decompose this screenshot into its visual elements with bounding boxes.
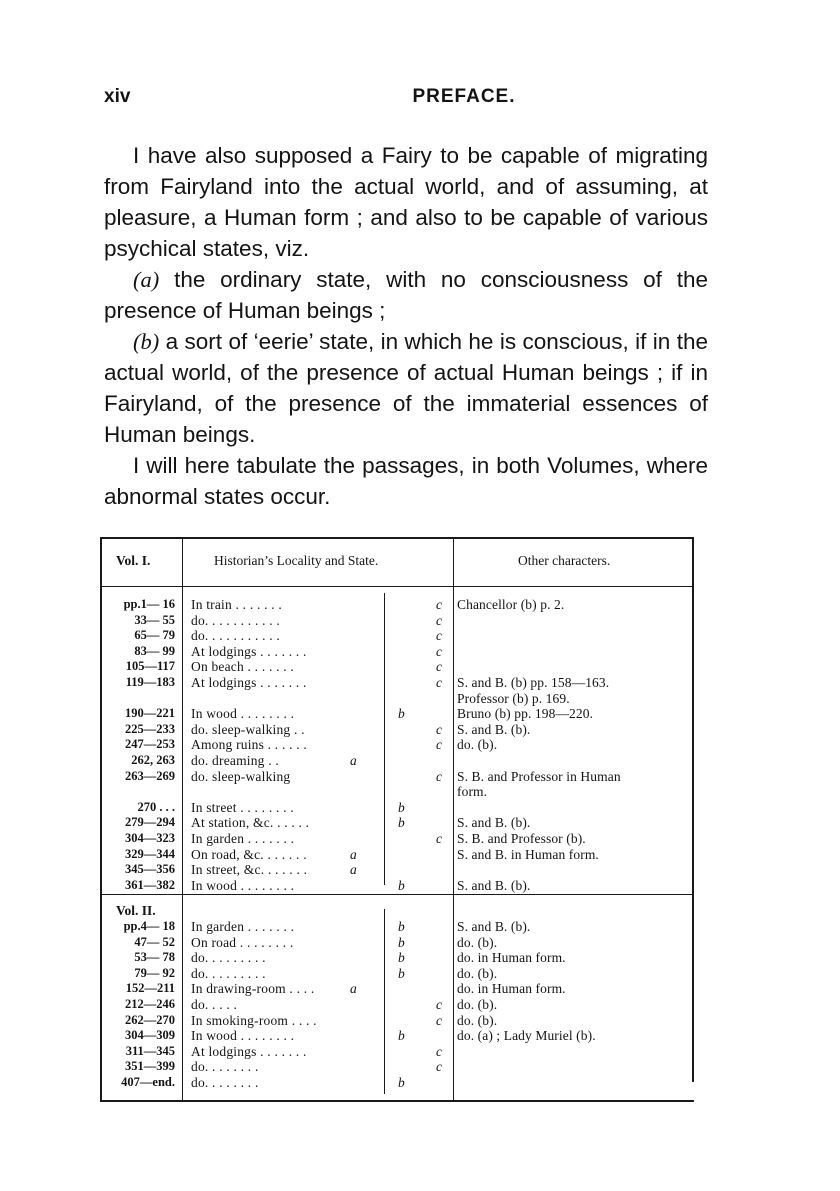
vol2-row-locality: In garden . . . . . . . <box>191 919 295 934</box>
vol1-row-state: c <box>436 628 442 644</box>
vol1-row-state: a <box>350 753 357 768</box>
vol1-row-locality: In garden . . . . . . . <box>191 831 295 846</box>
vol1-row-state: c <box>436 721 442 737</box>
header-locality: Historian’s Locality and State. <box>214 553 379 568</box>
vol2-row-locality: In wood . . . . . . . . <box>191 1028 295 1044</box>
vol2-row-pages: 53— 78 <box>134 950 175 965</box>
vol1-row-other: S. B. and Professor (b). <box>457 831 586 846</box>
vol1-row-pages: 279—294 <box>125 815 175 830</box>
table-top-border <box>100 537 694 539</box>
vol1-row-state: b <box>398 815 405 831</box>
vol1-row-pages: 33— 55 <box>134 612 175 627</box>
vol1-row-pages: 329—344 <box>125 846 175 861</box>
vol2-row-pages: 47— 52 <box>134 934 175 949</box>
vol1-row-other: Chancellor (b) p. 2. <box>457 597 565 612</box>
vol1-row-locality: do. sleep-walking . . <box>191 721 305 737</box>
vol2-row-state: b <box>398 965 405 981</box>
vol2-row-other: do. (b). <box>457 997 498 1012</box>
vol2-row-state: c <box>436 1043 442 1059</box>
vol2-row-state: b <box>398 934 405 950</box>
vol2-row-pages: 79— 92 <box>134 965 175 980</box>
header-bottom-rule <box>100 586 694 587</box>
vol2-row-locality: In smoking-room . . . . <box>191 1012 317 1028</box>
vol1-row-state: c <box>436 659 442 675</box>
column-rule-state <box>384 593 385 885</box>
vol1-row-state: c <box>436 612 442 628</box>
vol1-row-pages: 262, 263 <box>131 753 175 767</box>
paragraph-state-b-text: a sort of ‘eerie’ state, in which he is conscious, if in the actual world, of the presence of actual Human beings ; if in Fairyland, of the presence of the immaterial essences of Human beings. <box>104 329 708 447</box>
vol1-row-state: c <box>436 643 442 659</box>
column-rule-other <box>453 537 454 1102</box>
vol2-row-pages: 407—end. <box>121 1075 175 1089</box>
vol2-row-other: do. (b). <box>457 934 498 950</box>
vol2-row-locality: do. . . . . . . . . <box>191 965 266 981</box>
vol2-row-other: do. in Human form. <box>457 981 566 997</box>
table-bottom-border <box>100 1100 694 1102</box>
vol1-row-locality: do. . . . . . . . . . . <box>191 628 280 644</box>
vol1-row-pages: pp.1— 16 <box>123 597 175 611</box>
vol1-row-state: c <box>436 597 442 612</box>
vol1-row-other: S. and B. (b). <box>457 815 531 831</box>
marker-a: (a) <box>133 267 160 292</box>
vol1-row-other: Bruno (b) pp. 198—220. <box>457 706 594 722</box>
paragraph-state-a-text: the ordinary state, with no consciousness of the presence of Human beings ; <box>104 267 708 323</box>
vol2-row-pages: 262—270 <box>125 1012 175 1027</box>
vol1-row-locality: At lodgings . . . . . . . <box>191 643 307 659</box>
vol1-row-other: S. and B. in Human form. <box>457 846 599 862</box>
vol2-row-state: c <box>436 1012 442 1028</box>
vol1-row-locality: On road, &c. . . . . . . <box>191 846 307 862</box>
vol1-row-locality: On beach . . . . . . . <box>191 659 295 675</box>
vol1-row-state: b <box>398 799 405 815</box>
vol2-row-state: b <box>398 1028 405 1044</box>
column-rule-state-vol2 <box>384 909 385 1094</box>
page-number: xiv <box>104 86 131 107</box>
vol2-row-locality: At lodgings . . . . . . . <box>191 1043 307 1059</box>
column-rule-pages <box>182 537 183 1102</box>
vol1-row-state: b <box>398 877 405 893</box>
vol2-row-pages: 212—246 <box>125 997 175 1011</box>
vol2-row-locality: do. . . . . . . . <box>191 1075 259 1090</box>
vol1-row-other: S. and B. (b). <box>457 721 531 737</box>
vol2-row-other: S. and B. (b). <box>457 919 531 934</box>
vol2-row-pages: 311—345 <box>125 1043 175 1058</box>
vol2-row-pages: pp.4— 18 <box>123 919 175 933</box>
vol1-row-locality: In train . . . . . . . <box>191 597 283 612</box>
vol2-row-pages: 351—399 <box>125 1059 175 1074</box>
vol1-row-state: c <box>436 831 442 846</box>
header-vol: Vol. I. <box>116 553 151 568</box>
vol1-row-state: b <box>398 706 405 722</box>
vol1-row-other: S. B. and Professor in Human <box>457 768 621 784</box>
vol1-row-pages: 83— 99 <box>134 643 175 658</box>
vol2-row-locality: do. . . . . <box>191 997 238 1012</box>
paragraph-state-a <box>104 264 708 326</box>
vol2-row-state: c <box>436 997 442 1012</box>
page-header <box>104 86 708 116</box>
vol1-row-state: a <box>350 846 357 862</box>
marker-b: (b) <box>133 329 160 354</box>
vol1-row-other: form. <box>457 784 488 800</box>
table-left-border <box>100 537 102 1102</box>
vol1-row-pages: 119—183 <box>125 675 175 689</box>
vol1-row-locality: Among ruins . . . . . . <box>191 737 307 753</box>
vol1-row-state: c <box>436 675 442 690</box>
vol1-row-pages: 225—233 <box>125 721 175 736</box>
vol2-row-other: do. in Human form. <box>457 950 566 966</box>
vol1-row-locality: At lodgings . . . . . . . <box>191 675 307 690</box>
vol1-row-locality: do. sleep-walking <box>191 768 291 784</box>
vol1-row-other: Professor (b) p. 169. <box>457 690 570 706</box>
vol1-row-locality: In street, &c. . . . . . . <box>191 862 308 878</box>
vol2-row-locality: In drawing-room . . . . <box>191 981 315 997</box>
vol1-row-other: S. and B. (b). <box>457 877 531 893</box>
vol1-row-other: do. (b). <box>457 737 498 753</box>
vol1-row-pages: 361—382 <box>125 877 175 892</box>
header-other: Other characters. <box>518 553 611 568</box>
vol2-row-other: do. (a) ; Lady Muriel (b). <box>457 1028 596 1044</box>
vol1-row-pages: 105—117 <box>125 659 175 674</box>
vol1-row-other: S. and B. (b) pp. 158—163. <box>457 675 610 690</box>
vol2-row-state: c <box>436 1059 442 1075</box>
vol1-row-pages: 190—221 <box>125 706 175 721</box>
vol1-row-pages: 270 . . . <box>137 799 175 814</box>
abnormal-states-table <box>100 537 694 1102</box>
vol2-row-locality: do. . . . . . . . . <box>191 950 266 966</box>
vol2-row-other: do. (b). <box>457 1012 498 1028</box>
vol2-label: Vol. II. <box>116 903 156 918</box>
vol1-row-state: c <box>436 768 442 784</box>
vol1-row-locality: do. . . . . . . . . . . <box>191 612 280 628</box>
vol1-row-locality: do. dreaming . . <box>191 753 279 768</box>
vol1-row-state: c <box>436 737 442 753</box>
table-right-border <box>692 537 694 1082</box>
vol1-row-pages: 345—356 <box>125 862 175 877</box>
paragraph-tabulate: I will here tabulate the passages, in both Volumes, where abnormal states occur. <box>104 453 708 509</box>
vol1-row-pages: 304—323 <box>125 831 175 845</box>
paragraph-state-b <box>104 326 708 450</box>
vol2-row-state: b <box>398 919 405 934</box>
vol2-row-pages: 304—309 <box>125 1028 175 1043</box>
preface-text <box>104 140 708 512</box>
vol1-row-locality: In street . . . . . . . . <box>191 799 294 815</box>
vol2-row-locality: On road . . . . . . . . <box>191 934 294 950</box>
volume-divider-rule <box>100 894 694 895</box>
vol2-row-other: do. (b). <box>457 965 498 981</box>
vol2-row-pages: 152—211 <box>125 981 175 996</box>
vol2-row-state: b <box>398 950 405 966</box>
vol2-row-state: a <box>350 981 357 997</box>
vol1-row-locality: In wood . . . . . . . . <box>191 706 295 722</box>
vol2-row-state: b <box>398 1075 405 1090</box>
vol1-row-pages: 65— 79 <box>134 628 175 643</box>
vol1-row-pages: 263—269 <box>125 768 175 783</box>
running-title: PREFACE. <box>412 86 516 107</box>
vol2-row-locality: do. . . . . . . . <box>191 1059 259 1075</box>
vol1-row-state: a <box>350 862 357 878</box>
vol1-row-locality: In wood . . . . . . . . <box>191 877 295 893</box>
vol1-row-locality: At station, &c. . . . . . <box>191 815 310 831</box>
paragraph-intro: I have also supposed a Fairy to be capable of migrating from Fairyland into the actual world, and of assuming, at pleasure, a Human form ; and also to be capable of various psychical states, viz. <box>104 143 708 261</box>
vol1-row-pages: 247—253 <box>125 737 175 752</box>
